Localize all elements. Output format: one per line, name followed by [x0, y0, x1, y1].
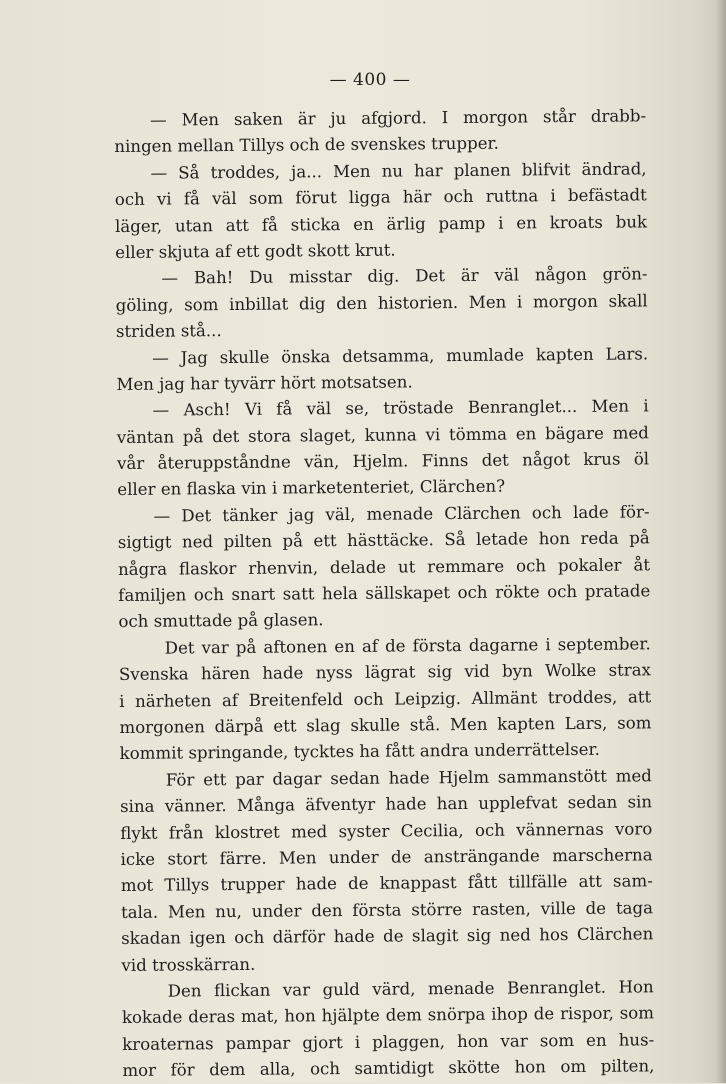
text-line: familjen och snart satt hela sällskapet och rökte och pratade — [118, 581, 651, 606]
text-line: ningen mellan Tillys och de svenskes trupper. — [114, 134, 499, 157]
text-line: Men jag har tyvärr hört motsatsen. — [116, 372, 413, 394]
text-line: och vi få väl som förut ligga här och ruttna i befästadt — [114, 185, 647, 210]
body-text — [114, 103, 655, 1084]
text-line: striden stå... — [115, 321, 222, 342]
text-line: tala. Men nu, under den första större rasten, ville de taga — [120, 898, 654, 922]
text-line: några flaskor rhenvin, delade ut remmare och pokaler åt — [117, 554, 651, 579]
text-line: morgonen därpå ett slag skulle stå. Men kapten Lars, som — [119, 713, 652, 737]
text-line: sina vänner. Många äfventyr hade han upplefvat sedan sin — [120, 792, 653, 817]
text-line: väntan på det stora slaget, kunna vi tömma en bägare med — [116, 423, 649, 447]
text-line: sigtigt ned pilten på ett hästtäcke. Så letade hon reda på — [117, 528, 650, 553]
text-line: kokade deras mat, hon hjälpte dem snörpa ihop de rispor, som — [121, 1003, 655, 1028]
text-line: kommit springande, tycktes ha fått andra underrättelser. — [119, 740, 600, 764]
text-line: — Det tänker jag väl, menade Clärchen och lade för- — [153, 502, 650, 526]
text-line: eller en flaska vin i marketenteriet, Clärchen? — [117, 477, 506, 500]
text-line: vid trosskärran. — [121, 954, 256, 975]
text-line: — Bah! Du misstar dig. Det är väl någon grön- — [161, 264, 648, 288]
text-line: vår återuppståndne vän, Hjelm. Finns det något krus öl — [117, 449, 650, 474]
text-line: läger, utan att få sticka en ärlig pamp i en kroats buk — [114, 211, 648, 236]
text-line: flykt från klostret med syster Cecilia, och vännernas voro — [120, 818, 653, 843]
text-line: och smuttade på glasen. — [118, 610, 324, 632]
text-line: För ett par dagar sedan hade Hjelm sammanstött med — [165, 766, 652, 790]
text-line: skadan igen och därför hade de slagit sig ned hos Clärchen — [121, 924, 654, 949]
text-line: Det var på aftonen en af de första dagarne i september. — [164, 634, 651, 658]
text-line: icke stort färre. Men under de ansträngande marscherna — [120, 845, 653, 869]
text-line: — Jag skulle önska detsamma, mumlade kapten Lars. — [152, 343, 649, 368]
text-line: Svenska hären hade nyss lägrat sig vid byn Wolke strax — [118, 660, 652, 685]
text-line: göling, som inbillat dig den historien. Men i morgon skall — [115, 291, 648, 315]
text-line: — Men saken är ju afgjord. I morgon står drabb- — [150, 106, 647, 130]
text-line: Den flickan var guld värd, menade Benranglet. Hon — [167, 977, 654, 1001]
text-line: eller skjuta af ett godt skott krut. — [115, 240, 396, 262]
page-edge — [714, 0, 726, 1083]
page-number: — 400 — — [329, 70, 411, 90]
text-line: — Asch! Vi få väl se, tröstade Benranglet... Men i — [152, 396, 649, 420]
text-line: mor för dem alla, och samtidigt skötte hon om pilten, — [122, 1056, 655, 1081]
text-line: kroaternas pampar gjort i plaggen, hon var som en hus- — [122, 1029, 655, 1054]
text-line: — Så troddes, ja... Men nu har planen blifvit ändrad, — [150, 159, 647, 183]
text-line: i närheten af Breitenfeld och Leipzig. Allmänt troddes, att — [119, 686, 652, 711]
text-line: mot Tillys trupper hade de knappast fått tillfälle att sam- — [120, 871, 653, 896]
